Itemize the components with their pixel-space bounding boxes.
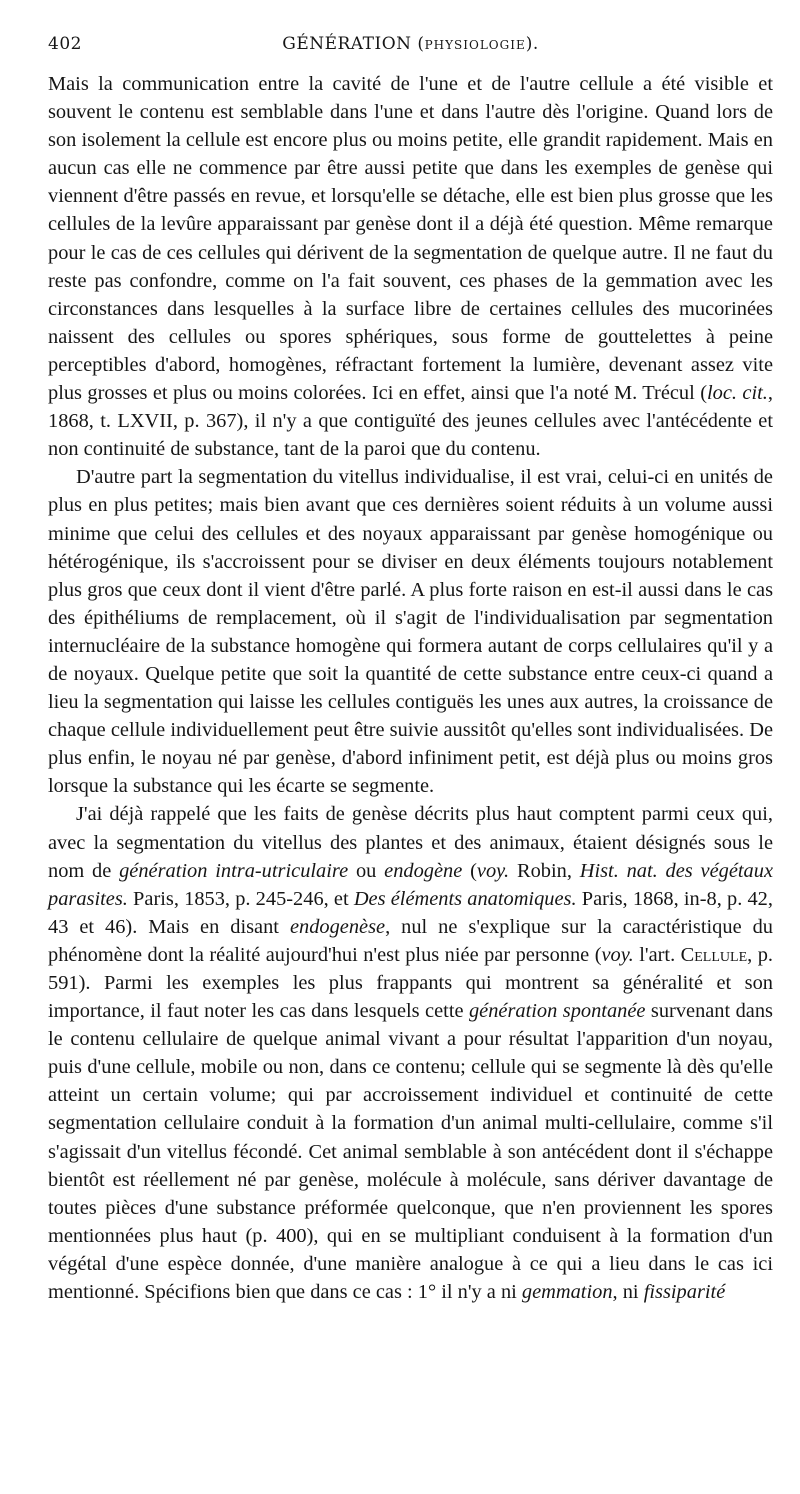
body-text (48, 70, 773, 1306)
running-head (48, 30, 773, 70)
paragraph (48, 463, 773, 800)
running-title (48, 34, 773, 54)
italic-run: Des éléments anatomiques. (353, 887, 577, 910)
text-run: ou (348, 859, 385, 882)
text-run: survenant dans le contenu cellulaire de quelque animal vivant a pour résultat l'apparition d'un noyau, puis d'une cellule, mobile ou non, dans ce contenu; cellule qui se segmente là dès qu'elle atteint un certain volume; qui par accroissement individuel et continuité de cette segmentation cellulaire conduit à la formation d'un animal multi-cellulaire, comme s'il s'agissait d'un vitellus fécondé. Cet animal semblable à son antécédent dont il s'échappe bientôt est réellement né par genèse, molécule à molécule, sans dériver davantage de toutes pièces d'une substance préformée quelconque, que n'en proviennent les spores mentionnées plus haut (p. 400), qui en se multipliant conduisent à la formation d'un végétal d'une espèce donnée, d'une manière analogue à ce qui a lieu dans le cas ici mentionné. Spécifions bien que dans ce cas : 1° il n'y a ni (48, 1000, 773, 1304)
text-run: D'autre part la segmentation du vitellus individualise, il est vrai, celui-ci en unités de plus en plus petites; mais bien avant que ces dernières soient réduits à un volume aussi minime que celui des cellules et des noyaux apparaissant par genèse homogénique ou hétérogénique, ils s'accroissent pour se diviser en deux éléments toujours notablement plus gros que ceux dont il vient d'être parlé. A plus forte raison en est-il aussi dans le cas des épithéliums de remplacement, où il s'agit de l'individualisation par segmentation internucléaire de la substance homogène qui formera autant de corps cellulaires qu'il y a de noyaux. Quelque petite que soit la quantité de cette substance entre ceux-ci quand a lieu la segmentation qui laisse les cellules contiguës les unes aux autres, la croissance de chaque cellule individuellement peut être suivie aussitôt qu'elles sont individualisées. De plus enfin, le noyau né par genèse, d'abord infiniment petit, est déjà plus ou moins gros lorsque la substance qui les écarte se segmente. (48, 466, 773, 798)
page-number: 402 (48, 34, 82, 54)
paragraph (48, 800, 773, 1306)
running-title-end: ). (525, 34, 539, 54)
text-run: Paris, 1868, in-8, p. 42, 43 et 46). Mais en disant (48, 887, 773, 938)
italic-run: Hist. nat. des végétaux parasites. (48, 859, 773, 910)
text-run: , nul ne s'explique sur la caractéristique du phénomène dont la réalité aujourd'hui n'est plus niée par personne ( (48, 915, 773, 966)
italic-run: endogenèse (289, 915, 386, 938)
smallcaps-run: Cellule (680, 943, 748, 966)
italic-run: loc. cit. (706, 382, 768, 405)
running-title-main: GÉNÉRATION ( (282, 34, 425, 54)
text-run: , p. 591). Parmi les exemples les plus frappants qui montrent sa généralité et son importance, il faut noter les cas dans lesquels cette (48, 943, 773, 1023)
italic-run: fissiparité (643, 1281, 726, 1304)
italic-run: endogène (384, 859, 463, 882)
italic-run: génération intra-utriculaire (119, 859, 349, 882)
italic-run: génération spontanée (468, 1000, 646, 1023)
italic-run: voy. (601, 943, 634, 966)
text-run: l'art. (633, 943, 681, 966)
text-run: ( (462, 859, 477, 882)
italic-run: gemmation (521, 1281, 613, 1304)
paragraph (48, 70, 773, 463)
text-run: Robin, (509, 859, 580, 882)
book-page (48, 30, 773, 1306)
italic-run: voy. (476, 859, 510, 882)
text-run: Mais la communication entre la cavité de l'une et de l'autre cellule a été visible et souvent le contenu est semblable dans l'une et dans l'autre dès l'origine. Quand lors de son isolement la cellule est encore plus ou moins petite, elle grandit rapidement. Mais en aucun cas elle ne commence par être aussi petite que dans les exemples de genèse qui viennent d'être passés en revue, et lorsqu'elle se détache, elle est bien plus grosse que les cellules de la levûre apparaissant par genèse dont il a déjà été question. Même remarque pour le cas de ces cellules qui dérivent de la segmentation de quelque autre. Il ne faut du reste pas confondre, comme on l'a fait souvent, ces phases de la gemmation avec les circonstances dans lesquelles à la surface libre de certaines cellules des mucorinées naissent des cellules ou spores sphériques, sous forme de gouttelettes à peine perceptibles d'abord, homogènes, réfractant fortement la lumière, devenant assez vite plus grosses et plus ou moins colorées. Ici en effet, ainsi que l'a noté M. Trécul ( (48, 73, 773, 405)
text-run: J'ai déjà rappelé que les faits de genèse décrits plus haut comptent parmi ceux qui, avec la segmentation du vitellus des plantes et des animaux, étaient désignés sous le nom de (48, 803, 773, 882)
text-run: , ni (612, 1281, 644, 1304)
running-title-sub: PHYSIOLOGIE (424, 38, 526, 52)
text-run: Paris, 1853, p. 245-246, et (127, 887, 354, 910)
text-run: , 1868, t. LXVII, p. 367), il n'y a que contiguïté des jeunes cellules avec l'antécédente et non continuité de substance, tant de la paroi que du contenu. (48, 382, 773, 461)
